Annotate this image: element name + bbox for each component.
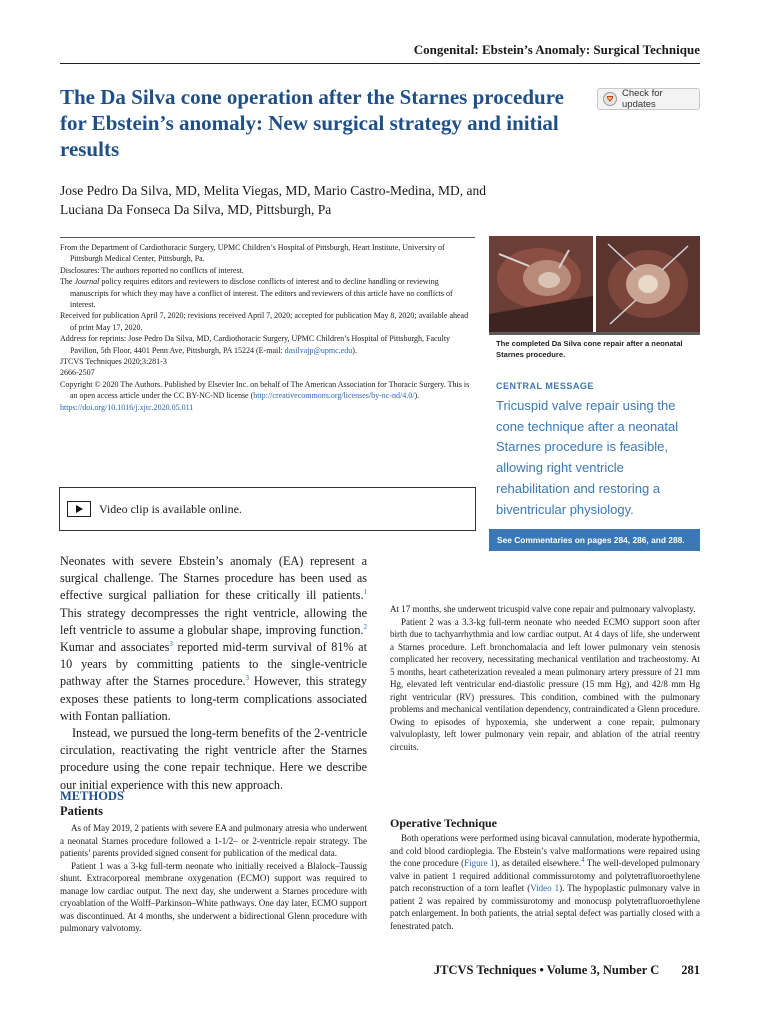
disclosures-text: Disclosures: The authors reported no conflicts of interest. <box>60 265 244 275</box>
ref-1[interactable]: 1 <box>363 588 367 597</box>
patients-text-continued <box>390 603 700 753</box>
introduction <box>60 553 367 794</box>
central-image <box>489 236 700 332</box>
methods-heading: METHODS <box>60 789 124 803</box>
central-message-label: CENTRAL MESSAGE <box>496 381 594 391</box>
doi-link-line <box>60 402 475 413</box>
author-line-1: Jose Pedro Da Silva, MD, Melita Viegas, MD, Mario Castro-Medina, MD, and <box>60 183 487 198</box>
ref-3[interactable]: 3 <box>169 639 173 648</box>
operative-paragraph: Both operations were performed using bicaval cannulation, moderate hypothermia, and cold blood cardioplegia. The Ebstein’s valve malformations were repaired using the cone procedure (Figure 1), as detailed elsewhere.$^4$ The well-developed pulmonary valve in patient 1 required additional commissurotomy and polytetrafluoroethylene patch reconstruction of a torn leaflet (Video 1). The hypoplastic pulmonary valve in patient 2 was repaired by commissurotomy and monocusp polytetrafluoroethylene patch enlargement. In both patients, the atrial septal defect was partially closed with a fenestrated patch. <box>390 833 700 931</box>
operative-technique-text <box>390 832 700 932</box>
affiliation-from: From the Department of Cardiothoracic Surgery, UPMC Children’s Hospital of Pittsburgh, Heart Institute, University of Pittsburgh Medical Center, Pittsburgh, Pa. <box>60 243 445 264</box>
affiliations-block <box>60 237 475 413</box>
journal-reference: JTCVS Techniques 2020;3:281-3 <box>60 357 167 367</box>
figure-1-link[interactable]: Figure 1 <box>464 858 495 868</box>
check-updates-icon <box>603 92 617 106</box>
author-line-2: Luciana Da Fonseca Da Silva, MD, Pittsburgh, Pa <box>60 202 332 217</box>
doi-link[interactable]: https://doi.org/10.1016/j.xjtc.2020.05.011 <box>60 402 194 412</box>
commentaries-link[interactable]: See Commentaries on pages 284, 286, and 288. <box>489 529 700 551</box>
patient-2-paragraph: Patient 2 was a 3.3-kg full-term neonate who needed ECMO support soon after birth due to tachyarrhythmia and low cardiac output. At 4 days of life, she underwent a Starnes procedure. Left bronchomalacia and left lower pulmonary vein stenosis complicated her recovery, necessitating mechanical ventilation and tracheostomy. At 5 months, heart catheterization revealed a mean pulmonary artery pressure of 21 mm Hg, elevated left ventricular end-diastolic pressure (15 mm Hg), and 42/8 mm Hg right ventricular (RV) pressures. This condition, combined with the pulmonary problems and mechanical ventilation dependency, contraindicated a Glenn procedure. Owing to episodes of hypoxemia, she underwent a cone repair, pulmonary valvuloplasty, left lower pulmonary vein repair, and ablation of the atrial reentry circuits. <box>390 616 700 752</box>
surgical-photo-right <box>596 236 700 332</box>
issn: 2666-2507 <box>60 368 95 378</box>
ref-3b[interactable]: 3 <box>245 674 250 683</box>
reprints-address: Address for reprints: Jose Pedro Da Silva, MD, Cardiothoracic Surgery, UPMC Children’s Hospital of Pittsburgh, Faculty Pavilion, 5th Floor, 4401 Penn Ave, Pittsburgh, PA 15224 (E-mail: dasilvajp@upmc.edu). <box>60 334 451 355</box>
received-dates: Received for publication April 7, 2020; revisions received April 7, 2020; accepted for publication May 8, 2020; available ahead of print May 17, 2020. <box>60 311 469 332</box>
patients-paragraph-1: As of May 2019, 2 patients with severe EA and pulmonary atresia who underwent a neonatal Starnes procedure followed a 1-1/2– or 2-ventricle repair strategy. The patients’ parents provided signed consent for publication of the medical data. <box>60 823 367 858</box>
central-message-text: Tricuspid valve repair using the cone technique after a neonatal Starnes procedure is feasible, allowing right ventricle rehabilitation and restoring a biventricular physiology. <box>496 398 679 517</box>
surgical-photo-left <box>489 236 593 332</box>
section-header: Congenital: Ebstein’s Anomaly: Surgical Technique <box>60 42 700 64</box>
play-icon <box>67 501 91 517</box>
patients-subheading: Patients <box>60 804 104 818</box>
patients-paragraph-2: Patient 1 was a 3-kg full-term neonate who initially received a Blalock–Taussig shunt. Extracorporeal membrane oxygenation (ECMO) support was required to manage low cardiac output. The next day, she underwent a Starnes procedure with cryoablation of the Wolff–Parkinson–White pathways. One day later, ECMO support was discontinued. At 4 months, she underwent a bidirectional Glenn procedure with pulmonary valvotomy. <box>60 860 367 933</box>
ref-4[interactable]: 4 <box>581 856 585 864</box>
ref-2[interactable]: 2 <box>363 622 367 631</box>
check-updates-label: Check for updates <box>622 88 663 110</box>
central-message-panel <box>489 236 700 570</box>
article-title: The Da Silva cone operation after the Starnes procedure for Ebstein’s anomaly: New surgical strategy and initial results <box>60 85 564 161</box>
journal-policy-text: The Journal policy requires editors and reviewers to disclose conflicts of interest and to decline handling or reviewing manuscripts for which they may have a conflict of interest. The editors and reviewers of this article have no conflicts of interest. <box>60 277 453 310</box>
patient-1-continued: At 17 months, she underwent tricuspid valve cone repair and pulmonary valvoplasty. <box>390 604 696 614</box>
video-1-link[interactable]: Video 1 <box>530 883 560 893</box>
copyright-notice: Copyright © 2020 The Authors. Published by Elsevier Inc. on behalf of The American Association for Thoracic Surgery. This is an open access article under the CC BY-NC-ND license (http://creativecommons.org/licenses/by-nc-nd/4.0/). <box>60 379 470 401</box>
video-clip-box[interactable] <box>59 487 476 531</box>
intro-paragraph-1: Neonates with severe Ebstein’s anomaly (EA) represent a surgical challenge. The Starnes procedure has been used as effective surgical palliation for these critically ill patients.$^1$ This strategy decompresses the right ventricle, allowing the left ventricle to assume a globular shape, improving function.$^2$ Kumar and associates$^3$ reported mid-term survival of 81% at 10 years by committing patients to the single-ventricle pathway after the Starnes procedure.$^3$ However, this strategy exposes these patients to long-term complications associated with Fontan palliation. <box>60 554 367 723</box>
page-footer <box>60 963 700 978</box>
central-image-caption: The completed Da Silva cone repair after a neonatal Starnes procedure. <box>489 332 700 364</box>
license-link[interactable]: http://creativecommons.org/licenses/by-nc-nd/4.0/ <box>253 391 415 401</box>
video-clip-label: Video clip is available online. <box>99 501 242 516</box>
intro-paragraph-2: Instead, we pursued the long-term benefits of the 2-ventricle circulation, reactivating the right ventricle after the Starnes procedure using the cone repair technique. Here we describe our initial experience with this new approach. <box>60 726 367 792</box>
author-list <box>60 181 580 219</box>
page-number: 281 <box>681 963 700 977</box>
email-link[interactable]: dasilvajp@upmc.edu <box>284 345 353 355</box>
footer-journal: JTCVS Techniques • Volume 3, Number C <box>433 963 660 977</box>
operative-technique-heading: Operative Technique <box>390 816 498 830</box>
check-for-updates-button[interactable] <box>597 88 700 110</box>
patients-text <box>60 822 367 935</box>
